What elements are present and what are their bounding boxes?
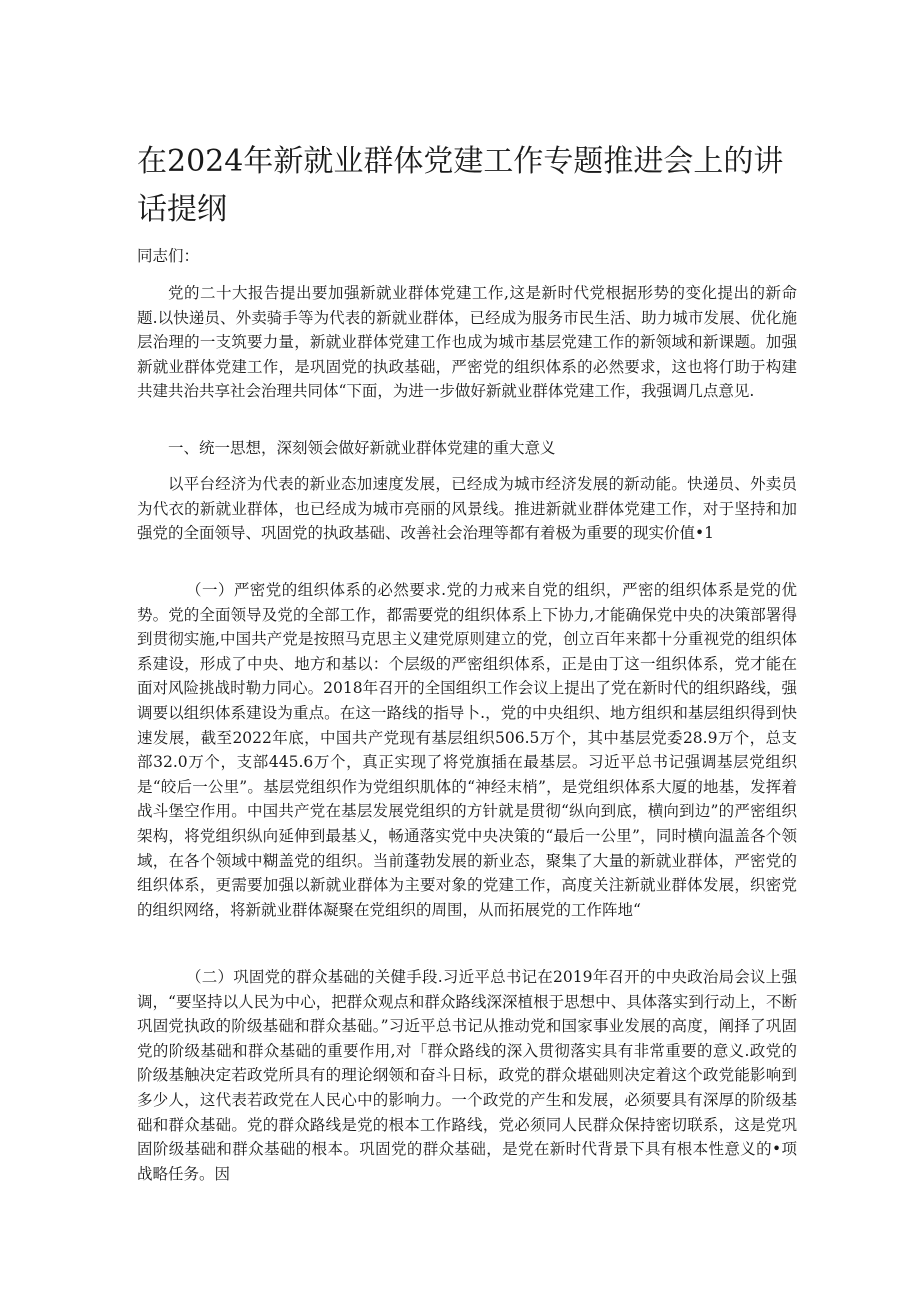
paragraph-subsection-1: （一）严密党的组织体系的必然要求.党的力戒来自党的组织，严密的组织体系是党的优势。党的全面领导及党的全部工作，都需要党的组织体系上下协力,才能确保党中央的决策部署得到贯彻实施,中国共产党是按照马克思主义建党原则建立的党，创立百年来都十分重视党的组织体系建设，形成了中央、地方和基以：个层级的严密组织体系，正是由丁这一组织体系，党才能在面对风险挑战时勒力同心。2018年召开的全国组织工作会议上提出了党在新时代的组织路线，强调要以组织体系建设为重点。在这一路线的指导卜.，党的中央组织、地方组织和基层组织得到快速发展，截至2022年底，中国共产党现有基层组织506.5万个，其中基层党委28.9万个，总支部32.0万个，支部445.6万个，真正实现了将党旗插在最基层。习近平总书记强调基层党组织是“皎后一公里”。基层党组织作为党组织肌体的“神经末梢”，是党组织体系大厦的地基，发挥着战斗堡空作用。中国共产党在基层发展党组织的方针就是贯彻“纵向到底，横向到边”的严密组织架构，将党组织纵向延伸到最基乂，畅通落实党中央决策的“最后一公里”，同时横向温盖各个领域，在各个领域中糊盖党的组织。当前蓬勃发展的新业态，聚集了大量的新就业群体，严密党的组织体系，更需要加强以新就业群体为主要对象的党建工作，高度关注新就业群体发展，织密党的组织网络，将新就业群体凝聚在党组织的周围，从而拓展党的工作阵地“ <box>137 581 797 919</box>
salutation: 同志们： <box>137 247 200 265</box>
paragraph-subsection-2: （二）巩固党的群众基础的关健手段.习近平总书记在2019年召开的中央政治局会议上强调，“要坚持以人民为中心，把群众观点和群众路线深深植根于思想中、具体落实到行动上，不断巩固党执政的阶级基础和群众基础。”习近平总书记从推动党和国家事业发展的高度，阐择了巩固党的阶级基础和群众基础的重要作用,对「群众路线的深入贯彻落实具有非常重要的意义.政党的阶级基触决定若政党所具有的理论纲领和奋斗日标，政党的群众堪础则决定着这个政党能影响到多少人，这代表若政党在人民心中的影响力。一个政党的产生和发展，必须要具有深厚的阶级基础和群众基础。党的群众路线是党的根本工作路线，党必须同人民群众保持密切联系，这是党巩固阶级基础和群众基础的根本。巩固党的群众基础，是党在新时代背景下具有根本性意义的•项战略任务。因 <box>137 968 797 1183</box>
section-heading-1: 一、统一思想，深刻领会做好新就业群体党建的重大意义 <box>168 439 556 457</box>
paragraph-section-1-intro: 以平台经济为代表的新业态加速度发展，已经成为城市经济发展的新动能。快递员、外卖员为代衣的新就业群体，也已经成为城市亮丽的风景线。推进新就业群体党建工作，对于坚持和加强党的全面领导、巩固党的执政基础、改善社会治理等都有着极为重要的现实价值•1 <box>137 475 797 543</box>
page-title: 在2024年新就业群体党建工作专题推进会上的讲话提纲 <box>137 144 784 227</box>
paragraph-intro: 党的二十大报告提出要加强新就业群体党建工作,这是新时代党根据形势的变化提出的新命题.以快递员、外卖骑手等为代表的新就业群体，已经成为服务市民生活、助力城市发展、优化施层治理的一支筑要力量，新就业群体党建工作也成为城市基层党建工作的新领域和新课题。加强新就业群体党建工作，是巩固党的执政基础，严密党的组织体系的必然要求，这也将仃助于构建共建共治共享社会治理共同体“下面，为进一步做好新就业群体党建工作，我强调几点意见. <box>137 284 797 401</box>
